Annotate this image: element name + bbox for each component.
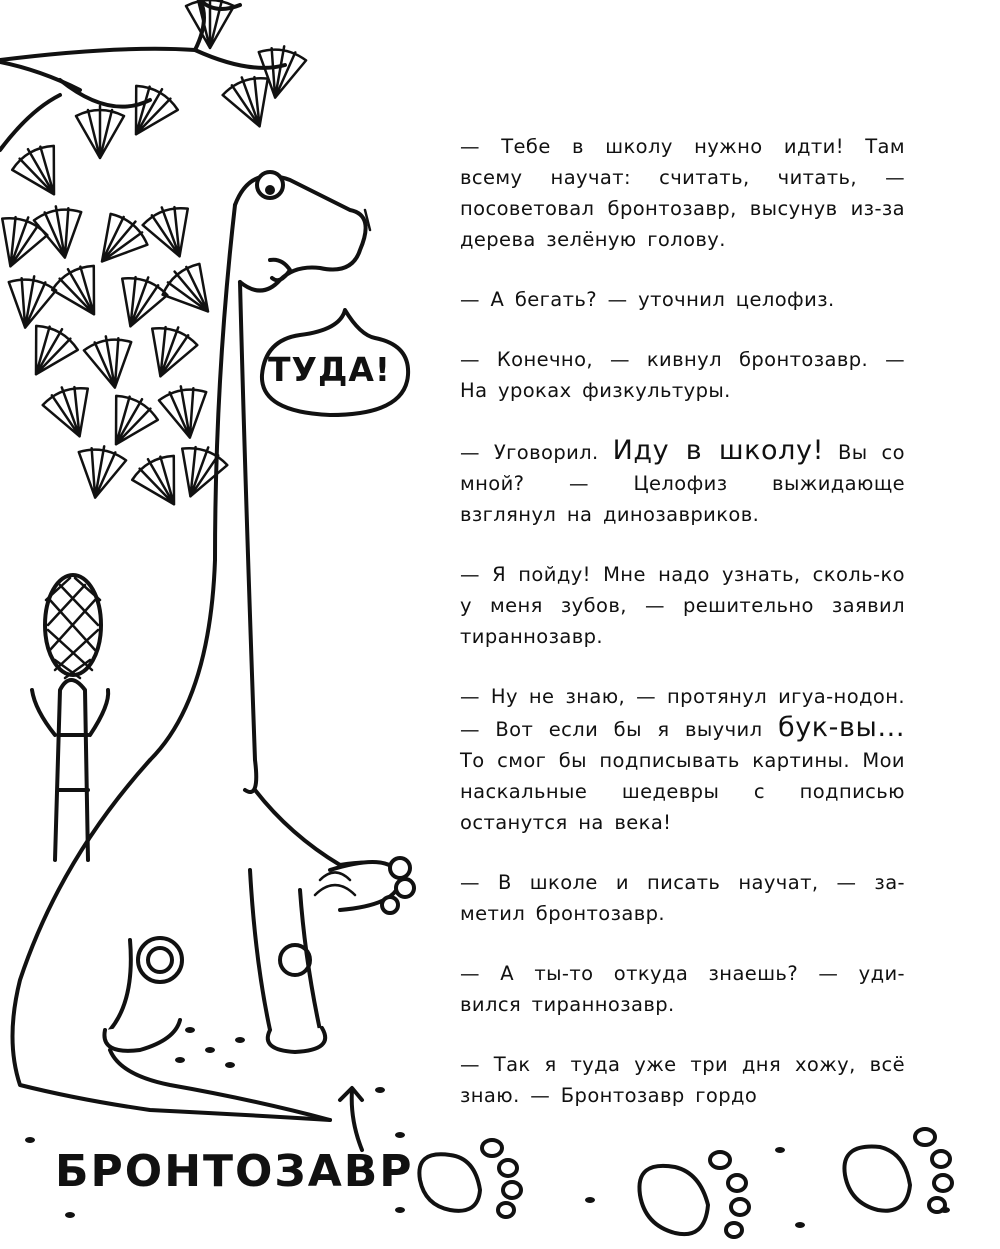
paragraph-6-start: — Ну не знаю, — протянул игуа-нодон. — Вот если бы я выучил bbox=[460, 685, 905, 741]
brontosaurus-label: БРОНТОЗАВР bbox=[55, 1146, 414, 1197]
leaf bbox=[138, 319, 201, 384]
leaf bbox=[156, 256, 226, 327]
paragraph-4-start: — Уговорил. bbox=[460, 441, 613, 464]
leaf bbox=[32, 202, 88, 262]
leaf bbox=[252, 42, 308, 102]
ground-speck bbox=[185, 1027, 195, 1033]
leaf bbox=[82, 332, 138, 392]
ground-speck bbox=[65, 1212, 75, 1218]
paragraph-4-end: Вы со мной? — Целофиз выжидающе взглянул на динозавриков. bbox=[460, 441, 905, 526]
brontosaurus bbox=[13, 172, 415, 1120]
ground-speck bbox=[235, 1037, 245, 1043]
emphasis-letters: бук-вы... bbox=[777, 712, 905, 743]
leaf bbox=[95, 387, 163, 456]
horsetail-plant bbox=[32, 575, 108, 860]
leaf bbox=[0, 209, 51, 274]
leaf bbox=[108, 269, 171, 334]
ground-speck bbox=[395, 1132, 405, 1138]
paragraph-3: — Конечно, — кивнул бронтозавр. — На уроках физкультуры. bbox=[460, 348, 905, 402]
ground-speck bbox=[940, 1207, 950, 1213]
story-text bbox=[460, 131, 905, 1140]
paragraph-6 bbox=[460, 681, 905, 838]
paragraph-1: — Тебе в школу нужно идти! Там всему научат: считать, читать, — посоветовал бронтозавр, высунув из-за дерева зелёную голову. bbox=[460, 135, 905, 251]
leaf bbox=[168, 439, 231, 504]
leaf bbox=[39, 379, 102, 444]
leaf bbox=[2, 272, 58, 332]
ground-speck bbox=[375, 1087, 385, 1093]
paragraph-6-end: То смог бы подписывать картины. Мои наскальные шедевры с подписью останутся на века! bbox=[460, 749, 905, 834]
ground-speck bbox=[585, 1197, 595, 1203]
leaf bbox=[47, 257, 115, 326]
ground-speck bbox=[795, 1222, 805, 1228]
paragraph-7: — В школе и писать научат, — за-метил бронтозавр. bbox=[460, 871, 905, 925]
emphasis-go-to-school: Иду в школу! bbox=[612, 435, 825, 466]
leaf bbox=[115, 77, 183, 146]
leaf bbox=[72, 442, 128, 502]
paragraph-4 bbox=[460, 435, 905, 530]
label-arrow bbox=[340, 1088, 362, 1150]
leaf bbox=[76, 106, 124, 158]
leaf bbox=[157, 382, 213, 442]
ground-speck bbox=[225, 1062, 235, 1068]
ground-speck bbox=[25, 1137, 35, 1143]
speech-bubble-text: ТУДА! bbox=[268, 350, 391, 389]
footprints bbox=[419, 1129, 952, 1237]
ground-speck bbox=[205, 1047, 215, 1053]
leaf bbox=[139, 199, 202, 264]
ground-speck bbox=[775, 1147, 785, 1153]
ground-speck bbox=[175, 1057, 185, 1063]
paragraph-2: — А бегать? — уточнил целофиз. bbox=[460, 288, 835, 311]
leaf bbox=[7, 137, 75, 206]
paragraph-8: — А ты-то откуда знаешь? — уди-вился тираннозавр. bbox=[460, 962, 905, 1016]
paragraph-5: — Я пойду! Мне надо узнать, сколь-ко у меня зубов, — решительно заявил тираннозавр. bbox=[460, 563, 905, 648]
paragraph-9: — Так я туда уже три дня хожу, всё знаю. — Бронтозавр гордо bbox=[460, 1053, 905, 1107]
ground-speck bbox=[395, 1207, 405, 1213]
